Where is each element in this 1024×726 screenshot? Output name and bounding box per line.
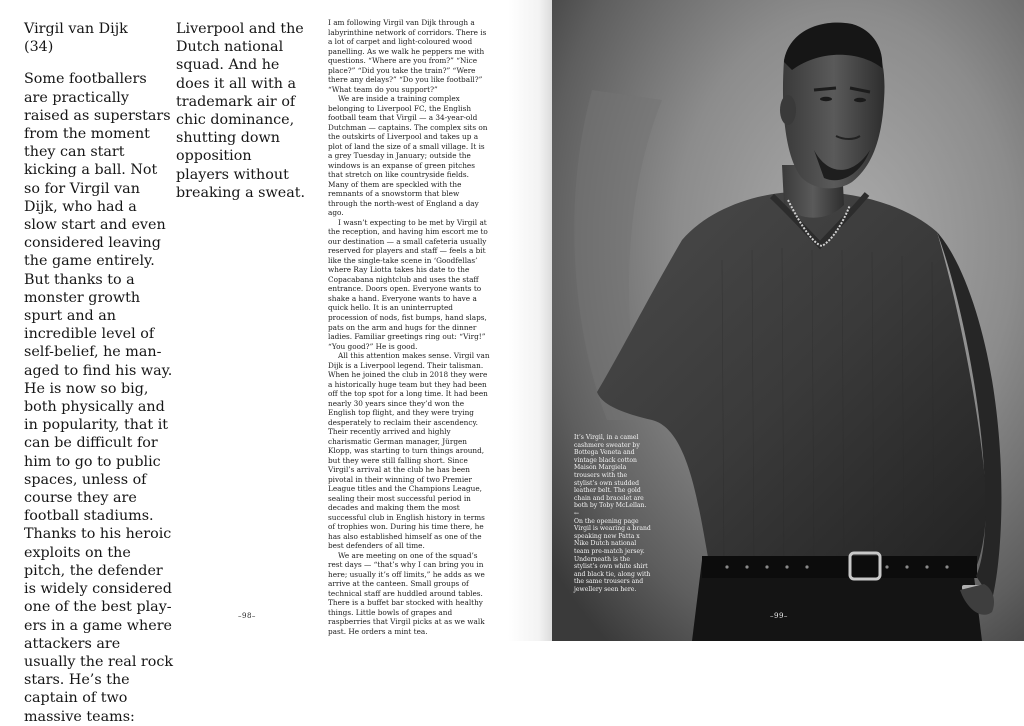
- caption-line: Virgil is wearing a brand: [574, 525, 651, 533]
- body-paragraph: We are inside a training complex belonging to Liverpool FC, the English football team that Virgil — a 34-year-old Dutchman — captains. The complex sits on the outskirts of Liverpool and takes up a plot of land the size of a small village. It is a grey Tuesday in January; outside the windows is an expanse of green pitches that stretch on like countryside fields. Many of them are speckled with the remnants of a snowstorm that blew through the north-west of England a day ago.: [328, 94, 488, 218]
- caption-line: stylist’s own white shirt: [574, 563, 648, 571]
- intro-column-1: [24, 20, 174, 726]
- photo-caption: [574, 434, 682, 593]
- caption-line: both by Toby McLellan.: [574, 502, 647, 510]
- caption-line: It’s Virgil, in a camel: [574, 434, 639, 441]
- caption-line: Nike Dutch national: [574, 540, 637, 548]
- article-title: [24, 20, 174, 56]
- page-number-right: –99–: [770, 612, 788, 620]
- intro-text-part-1: Some footballers are practically raised as superstars from the moment they can start kicking a ball. Not so for Virgil van Dijk, who had a slow start and even considered leaving the game entirely. But thanks to a monster growth spurt and an incredible level of self-belief, he managed to find his way. He is now so big, both physically and in popularity, that it can be difficult for him to go to public spaces, unless of course they are football stadiums. Thanks to his heroic exploits on the pitch, the defender is widely considered one of the best players in a game where attackers are usually the real rock stars. He’s the captain of two massive teams:: [24, 71, 174, 725]
- caption-line: and black tie, along with: [574, 570, 651, 578]
- caption-line: speaking new Patta x: [574, 532, 640, 540]
- caption-line: jewellery seen here.: [574, 585, 637, 593]
- arrow-left-icon: ←: [574, 509, 580, 517]
- body-paragraph: I am following Virgil van Dijk through a labyrinthine network of corridors. There is a lot of carpet and light-coloured wood panelling. As we walk he peppers me with questions. “Where are you from?” “Nice place?” “Did you take the train?” “Were there any delays?” “Do you like football?” “What team do you support?”: [328, 18, 487, 94]
- caption-line: chain and bracelet are: [574, 494, 644, 502]
- caption-line: Bottega Veneta and: [574, 449, 635, 457]
- page-gutter: [508, 0, 552, 641]
- body-paragraph: All this attention makes sense. Virgil van Dijk is a Liverpool legend. Their talisman. When he joined the club in 2018 they were a historically huge team but they had been off the top spot for a long time. It had been nearly 30 years since they’d won the English top flight, and they were trying desperately to reclaim their ascendency. Their recently arrived and highly charismatic German manager, Jürgen Klopp, was starting to turn things around, but they were still falling short. Since Virgil’s arrival at the club he has been pivotal in their winning of two Premier League titles and the Champions League, sealing their most successful period in decades and making them the most successful club in English history in terms of trophies won. During his time there, he has also established himself as one of the best defenders of all time.: [328, 351, 490, 551]
- body-paragraph: I wasn’t expecting to be met by Virgil at the reception, and having him escort me to our destination — a small cafeteria usually reserved for players and staff — feels a bit like the single-take scene in ‘Goodfellas’ where Ray Liotta takes his date to the Copacabana nightclub and uses the staff entrance. Doors open. Everyone wants to shake a hand. Everyone wants to have a quick hello. It is an uninterrupted procession of nods, fist bumps, hand slaps, pats on the arm and hugs for the dinner ladies. Familiar greetings ring out: “Virg!” “You good?” He is good.: [328, 217, 488, 351]
- caption-line: the same trousers and: [574, 578, 644, 586]
- title-name: Virgil van Dijk: [24, 21, 128, 37]
- caption-line: Underneath is the: [574, 555, 630, 563]
- caption-line: On the opening page: [574, 517, 639, 525]
- intro-column-2: [176, 20, 306, 202]
- caption-line: cashmere sweater by: [574, 441, 640, 449]
- caption-line: Maison Margiela: [574, 464, 627, 472]
- caption-line: vintage black cotton: [574, 456, 637, 464]
- title-age: (34): [24, 39, 54, 56]
- body-paragraph: We are meeting on one of the squad’s rest days — “that’s why I can bring you in here; usually it’s off limits,” he adds as we arrive at the canteen. Small groups of technical staff are huddled around tables. There is a buffet bar stocked with healthy things. Little bowls of grapes and raspberries that Virgil picks at as we walk past. He orders a mint tea.: [328, 550, 485, 636]
- caption-line: trousers with the: [574, 471, 628, 479]
- page-number-left: –98–: [238, 612, 256, 620]
- caption-line: team pre-match jersey.: [574, 547, 645, 555]
- body-text-column: [328, 18, 490, 637]
- caption-line: stylist’s own studded: [574, 479, 640, 487]
- caption-line: leather belt. The gold: [574, 487, 641, 495]
- intro-text-part-2: Liverpool and the Dutch national squad. And he does it all with a trademark air of chic dominance, shutting down opposition players without breaking a sweat.: [176, 21, 306, 201]
